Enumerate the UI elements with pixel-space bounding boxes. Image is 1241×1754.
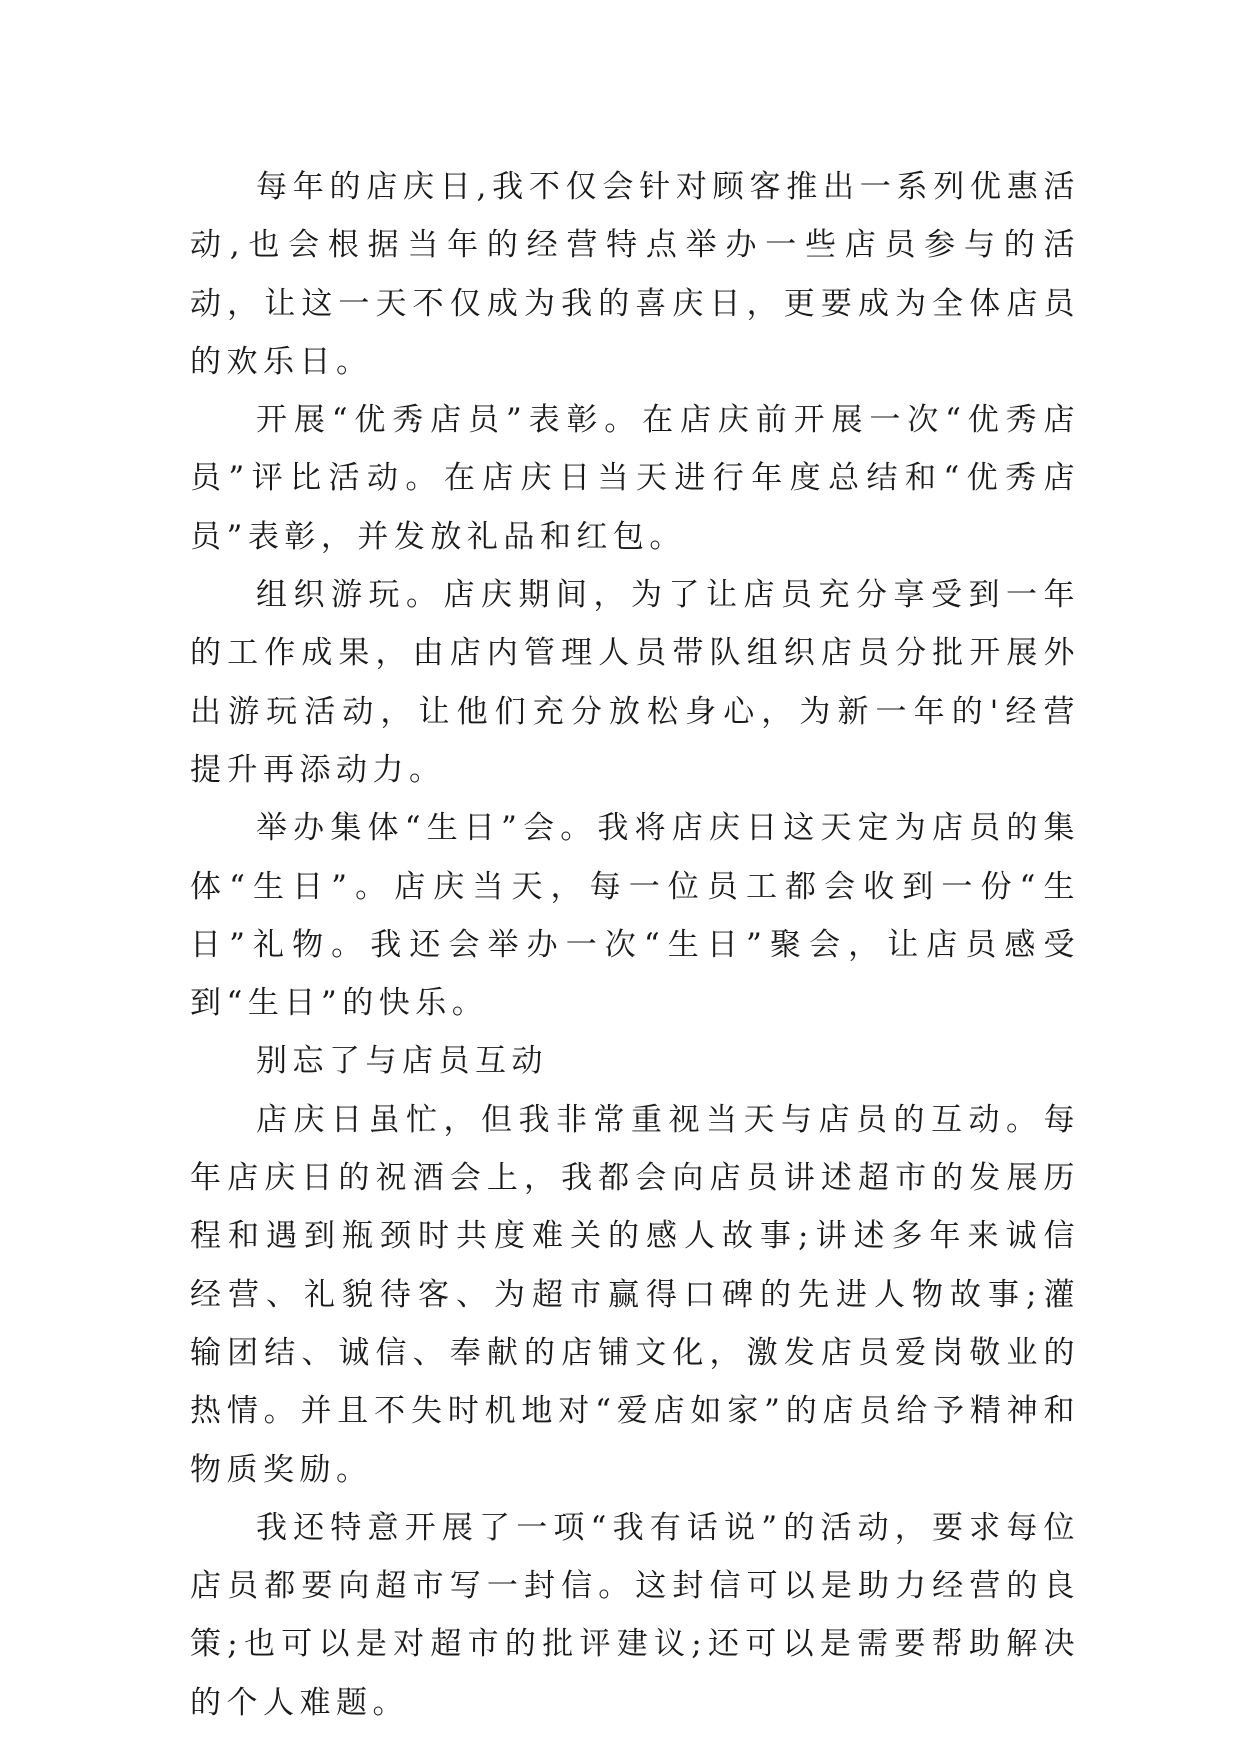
section-heading-interaction: 别忘了与店员互动 bbox=[256, 1043, 548, 1080]
document-body bbox=[190, 158, 1080, 1732]
paragraph-outstanding-staff: 开展“优秀店员”表彰。在店庆前开展一次“优秀店员”评比活动。在店庆日当天进行年度总结和“优秀店员”表彰，并发放礼品和红包。 bbox=[190, 402, 1080, 555]
paragraph-staff-interaction: 店庆日虽忙，但我非常重视当天与店员的互动。每年店庆日的祝酒会上，我都会向店员讲述超市的发展历程和遇到瓶颈时共度难关的感人故事;讲述多年来诚信经营、礼貌待客、为超市赢得口碑的先进人物故事;灌输团结、诚信、奉献的店铺文化，激发店员爱岗敬业的热情。并且不失时机地对“爱店如家”的店员给予精神和物质奖励。 bbox=[190, 1101, 1080, 1488]
paragraph-group-birthday: 举办集体“生日”会。我将店庆日这天定为店员的集体“生日”。店庆当天，每一位员工都会收到一份“生日”礼物。我还会举办一次“生日”聚会，让店员感受到“生日”的快乐。 bbox=[190, 810, 1080, 1022]
paragraph-store-anniversary: 每年的店庆日,我不仅会针对顾客推出一系列优惠活动,也会根据当年的经营特点举办一些店员参与的活动，让这一天不仅成为我的喜庆日，更要成为全体店员的欢乐日。 bbox=[190, 169, 1080, 380]
paragraph-letter-activity: 我还特意开展了一项“我有话说”的活动，要求每位店员都要向超市写一封信。这封信可以是助力经营的良策;也可以是对超市的批评建议;还可以是需要帮助解决的个人难题。 bbox=[190, 1509, 1080, 1721]
paragraph-organized-outing: 组织游玩。店庆期间，为了让店员充分享受到一年的工作成果，由店内管理人员带队组织店员分批开展外出游玩活动，让他们充分放松身心，为新一年的'经营提升再添动力。 bbox=[190, 577, 1080, 788]
